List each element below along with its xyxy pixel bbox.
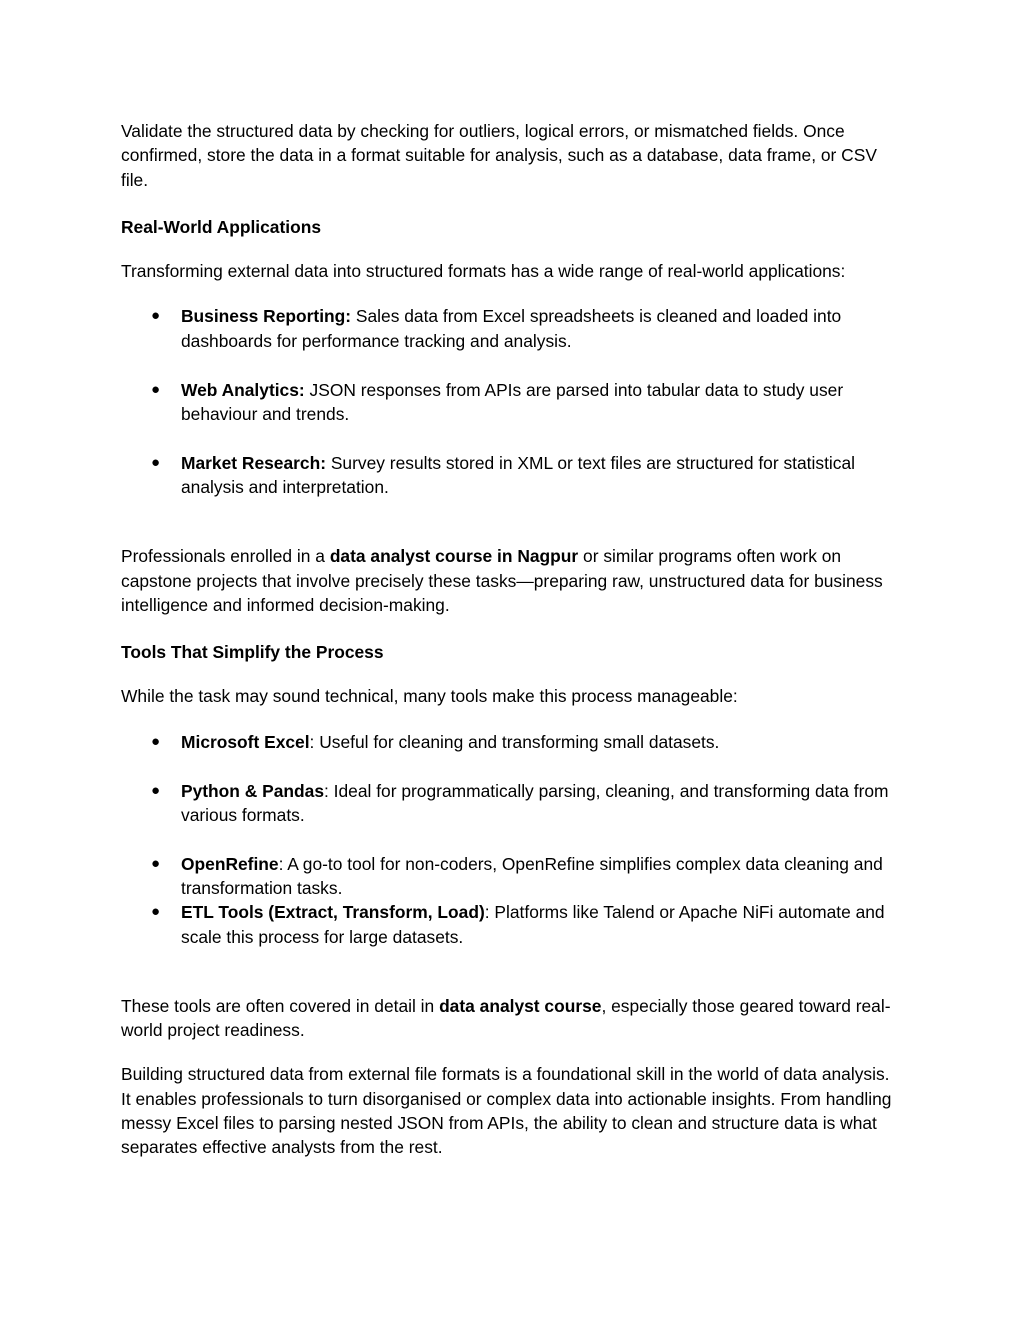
item-description: : Useful for cleaning and transforming small datasets. <box>309 731 720 752</box>
course-text-bold: data analyst course in Nagpur <box>329 546 579 567</box>
item-term: OpenRefine <box>181 853 279 874</box>
bullet-icon: ● <box>151 307 161 325</box>
item-description: : Ideal for programmatically parsing, cleaning, and transforming data from various formats. <box>181 780 889 825</box>
bullet-icon: ● <box>151 854 161 872</box>
list-item <box>121 304 901 353</box>
list-item <box>121 730 901 754</box>
item-term: Web Analytics: <box>181 379 305 400</box>
bullet-icon: ● <box>151 453 161 471</box>
tools-lead: While the task may sound technical, many tools make this process manageable: <box>121 686 738 707</box>
list-item <box>121 378 901 427</box>
conclusion-paragraph: Building structured data from external file formats is a foundational skill in the world of data analysis. It enables professionals to turn disorganised or complex data into actionable insights. From handling messy Excel files to parsing nested JSON from APIs, the ability to clean and structure data is what separates effective analysts from the rest. <box>121 1064 892 1158</box>
bullet-icon: ● <box>151 732 161 750</box>
item-term: Market Research: <box>181 452 326 473</box>
list-item <box>121 451 901 500</box>
item-description: JSON responses from APIs are parsed into tabular data to study user behaviour and trends. <box>181 379 844 424</box>
item-description: : A go-to tool for non-coders, OpenRefine simplifies complex data cleaning and transformation tasks. <box>181 853 883 898</box>
course-text-before: Professionals enrolled in a <box>121 546 330 567</box>
item-term: Business Reporting: <box>181 306 352 327</box>
tools-heading: Tools That Simplify the Process <box>121 642 384 663</box>
applications-list <box>121 304 901 499</box>
list-item <box>121 852 901 901</box>
bullet-icon: ● <box>151 903 161 921</box>
item-description: : Platforms like Talend or Apache NiFi automate and scale this process for large datasets. <box>181 902 885 947</box>
list-item <box>121 900 901 949</box>
document-page <box>121 119 901 1160</box>
tools-course-text-bold: data analyst course <box>439 995 602 1016</box>
item-term: Python & Pandas <box>181 780 325 801</box>
bullet-icon: ● <box>151 781 161 799</box>
course-text-after: or similar programs often work on capstone projects that involve precisely these tasks—preparing raw, unstructured data for business intelligence and informed decision-making. <box>121 546 883 615</box>
tools-list <box>121 730 901 949</box>
applications-lead: Transforming external data into structured formats has a wide range of real-world applications: <box>121 261 846 282</box>
applications-heading: Real-World Applications <box>121 216 322 237</box>
item-term: ETL Tools (Extract, Transform, Load) <box>181 902 485 923</box>
tools-course-paragraph <box>121 994 901 1043</box>
item-term: Microsoft Excel <box>181 731 310 752</box>
item-description: Sales data from Excel spreadsheets is cleaned and loaded into dashboards for performance tracking and analysis. <box>181 306 842 351</box>
intro-paragraph: Validate the structured data by checking for outliers, logical errors, or mismatched fields. Once confirmed, store the data in a format suitable for analysis, such as a database, data frame, or CSV file. <box>121 121 877 190</box>
item-description: Survey results stored in XML or text files are structured for statistical analysis and interpretation. <box>181 452 855 497</box>
list-item <box>121 779 901 828</box>
tools-course-text-after: , especially those geared toward real-world project readiness. <box>121 995 891 1041</box>
tools-course-text-before: These tools are often covered in detail in <box>121 995 440 1016</box>
bullet-icon: ● <box>151 380 161 398</box>
course-paragraph <box>121 544 901 617</box>
